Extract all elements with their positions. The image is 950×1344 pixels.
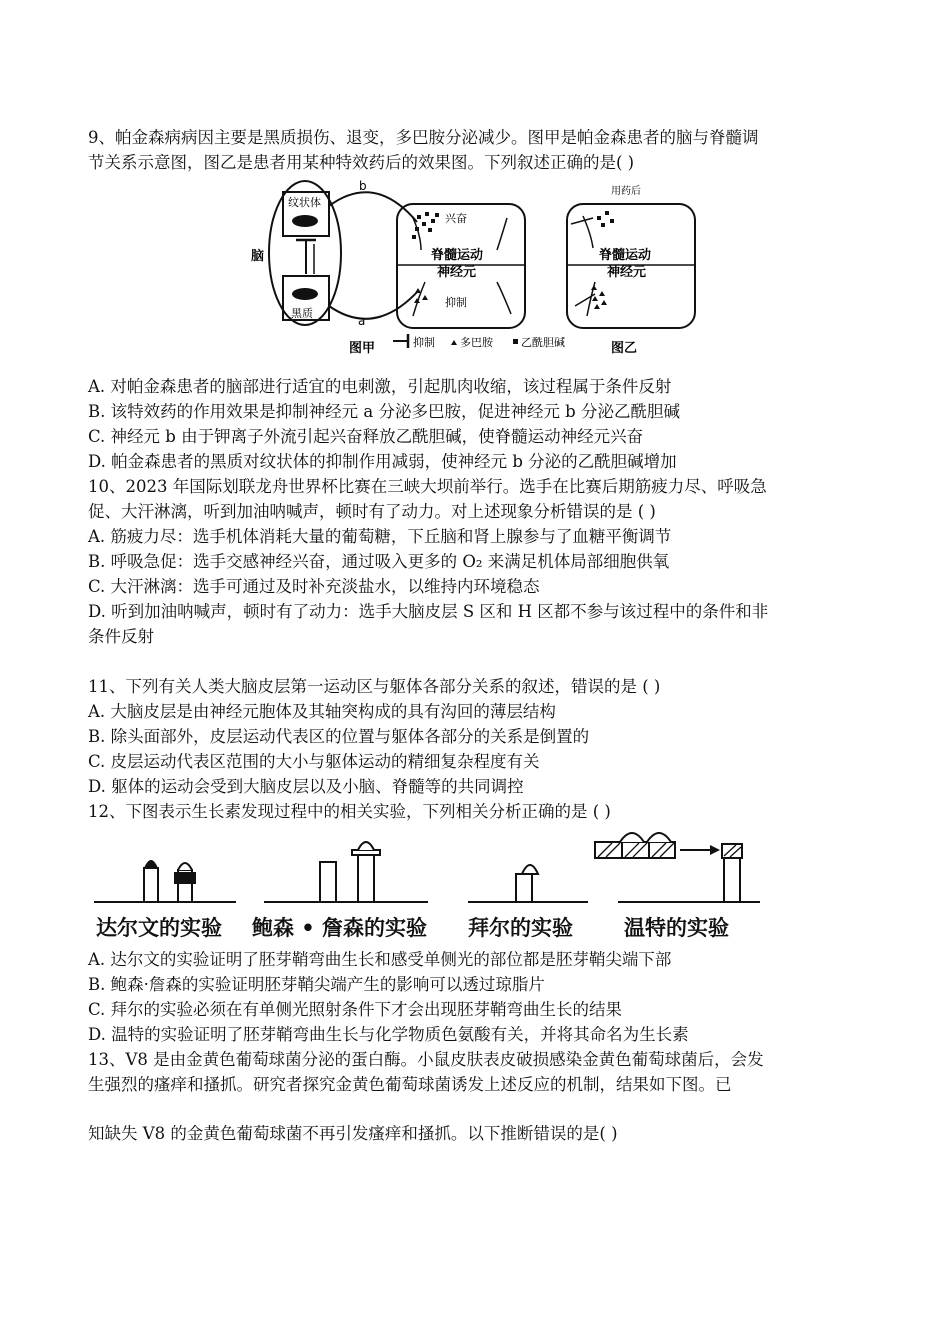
q9-stem-line1: 9、帕金森病病因主要是黑质损伤、退变，多巴胺分泌减少。图甲是帕金森患者的脑与脊髓调 bbox=[88, 128, 759, 147]
nigra-label: 黑质 bbox=[291, 307, 313, 320]
caption-boysen-jensen: 鲍森 • 詹森的实验 bbox=[252, 916, 428, 940]
neuron-label-a2: 神经元 bbox=[437, 265, 477, 280]
q13-stem-line2: 生强烈的瘙痒和搔抓。研究者探究金黄色葡萄球菌诱发上述反应的机制，结果如下图。已 bbox=[88, 1075, 732, 1094]
excite-label: 兴奋 bbox=[445, 212, 467, 225]
q11-option-d: D. 躯体的运动会受到大脑皮层以及小脑、脊髓等的共同调控 bbox=[88, 777, 524, 796]
q12-option-a: A. 达尔文的实验证明了胚芽鞘弯曲生长和感受单侧光的部位都是胚芽鞘尖端下部 bbox=[88, 950, 672, 969]
q13-stem-line1: 13、V8 是由金黄色葡萄球菌分泌的蛋白酶。小鼠皮肤表皮破损感染金黄色葡萄球菌后，会发 bbox=[88, 1050, 764, 1069]
q9-option-a: A. 对帕金森患者的脑部进行适宜的电刺激，引起肌肉收缩，该过程属于条件反射 bbox=[88, 377, 672, 396]
q10-option-d-line2: 条件反射 bbox=[88, 627, 154, 646]
nigra-nucleus bbox=[292, 288, 318, 300]
q10-option-b: B. 呼吸急促：选手交感神经兴奋，通过吸入更多的 O₂ 来满足机体局部细胞供氧 bbox=[88, 552, 670, 571]
q10-option-c: C. 大汗淋漓：选手可通过及时补充淡盐水，以维持内环境稳态 bbox=[88, 577, 540, 596]
q12-stem: 12、下图表示生长素发现过程中的相关实验，下列相关分析正确的是 ( ) bbox=[88, 802, 611, 821]
q9-figure bbox=[245, 178, 715, 358]
neuron-b-label: b bbox=[359, 179, 367, 193]
neuron-label-b2: 神经元 bbox=[607, 265, 647, 280]
legend-inhibit: 抑制 bbox=[413, 336, 435, 349]
q12-option-d: D. 温特的实验证明了胚芽鞘弯曲生长与化学物质色氨酸有关，并将其命名为生长素 bbox=[88, 1025, 689, 1044]
striatum-label: 纹状体 bbox=[288, 196, 321, 209]
striatum-nucleus bbox=[292, 215, 318, 227]
after-drug-label: 用药后 bbox=[611, 186, 641, 197]
q9-option-d: D. 帕金森患者的黑质对纹状体的抑制作用减弱，使神经元 b 分泌的乙酰胆碱增加 bbox=[88, 452, 677, 471]
legend-dopamine: 多巴胺 bbox=[460, 336, 493, 349]
q10-stem-line2: 促、大汗淋漓，听到加油呐喊声，顿时有了动力。对上述现象分析错误的是 ( ) bbox=[88, 502, 656, 521]
inhibit-label: 抑制 bbox=[445, 296, 467, 309]
q9-option-c: C. 神经元 b 由于钾离子外流引起兴奋释放乙酰胆碱，使脊髓运动神经元兴奋 bbox=[88, 427, 644, 446]
q11-stem: 11、下列有关人类大脑皮层第一运动区与躯体各部分关系的叙述，错误的是 ( ) bbox=[88, 677, 661, 696]
q11-option-b: B. 除头面部外，皮层运动代表区的位置与躯体各部分的关系是倒置的 bbox=[88, 727, 590, 746]
q9-option-b: B. 该特效药的作用效果是抑制神经元 a 分泌多巴胺，促进神经元 b 分泌乙酰胆碱 bbox=[88, 402, 680, 421]
neuron-a-label: a bbox=[358, 314, 366, 328]
q11-option-a: A. 大脑皮层是由神经元胞体及其轴突构成的具有沟回的薄层结构 bbox=[88, 702, 556, 721]
q10-option-d-line1: D. 听到加油呐喊声，顿时有了动力：选手大脑皮层 S 区和 H 区都不参与该过程中的条件和非 bbox=[88, 602, 769, 621]
caption-paal: 拜尔的实验 bbox=[468, 916, 573, 940]
legend-ach: 乙酰胆碱 bbox=[521, 336, 565, 349]
q10-stem-line1: 10、2023 年国际划联龙舟世界杯比赛在三峡大坝前举行。选手在比赛后期筋疲力尽、呼吸急 bbox=[88, 477, 767, 496]
brain-label: 脑 bbox=[251, 249, 265, 264]
caption-darwin: 达尔文的实验 bbox=[96, 916, 222, 940]
caption-figure-a: 图甲 bbox=[349, 341, 376, 356]
caption-figure-b: 图乙 bbox=[611, 341, 638, 356]
q9-stem-line2: 节关系示意图，图乙是患者用某种特效药后的效果图。下列叙述正确的是( ) bbox=[88, 153, 635, 172]
q11-option-c: C. 皮层运动代表区范围的大小与躯体运动的精细复杂程度有关 bbox=[88, 752, 540, 771]
q13-stem-line3: 知缺失 V8 的金黄色葡萄球菌不再引发瘙痒和搔抓。以下推断错误的是( ) bbox=[88, 1124, 618, 1143]
q10-option-a: A. 筋疲力尽：选手机体消耗大量的葡萄糖，下丘脑和肾上腺参与了血糖平衡调节 bbox=[88, 527, 672, 546]
q12-option-c: C. 拜尔的实验必须在有单侧光照射条件下才会出现胚芽鞘弯曲生长的结果 bbox=[88, 1000, 623, 1019]
neuron-label-a1: 脊髓运动 bbox=[431, 248, 484, 263]
caption-went: 温特的实验 bbox=[624, 916, 729, 940]
neuron-label-b1: 脊髓运动 bbox=[599, 248, 652, 263]
q12-option-b: B. 鲍森·詹森的实验证明胚芽鞘尖端产生的影响可以透过琼脂片 bbox=[88, 975, 545, 994]
q12-figure bbox=[88, 828, 768, 910]
